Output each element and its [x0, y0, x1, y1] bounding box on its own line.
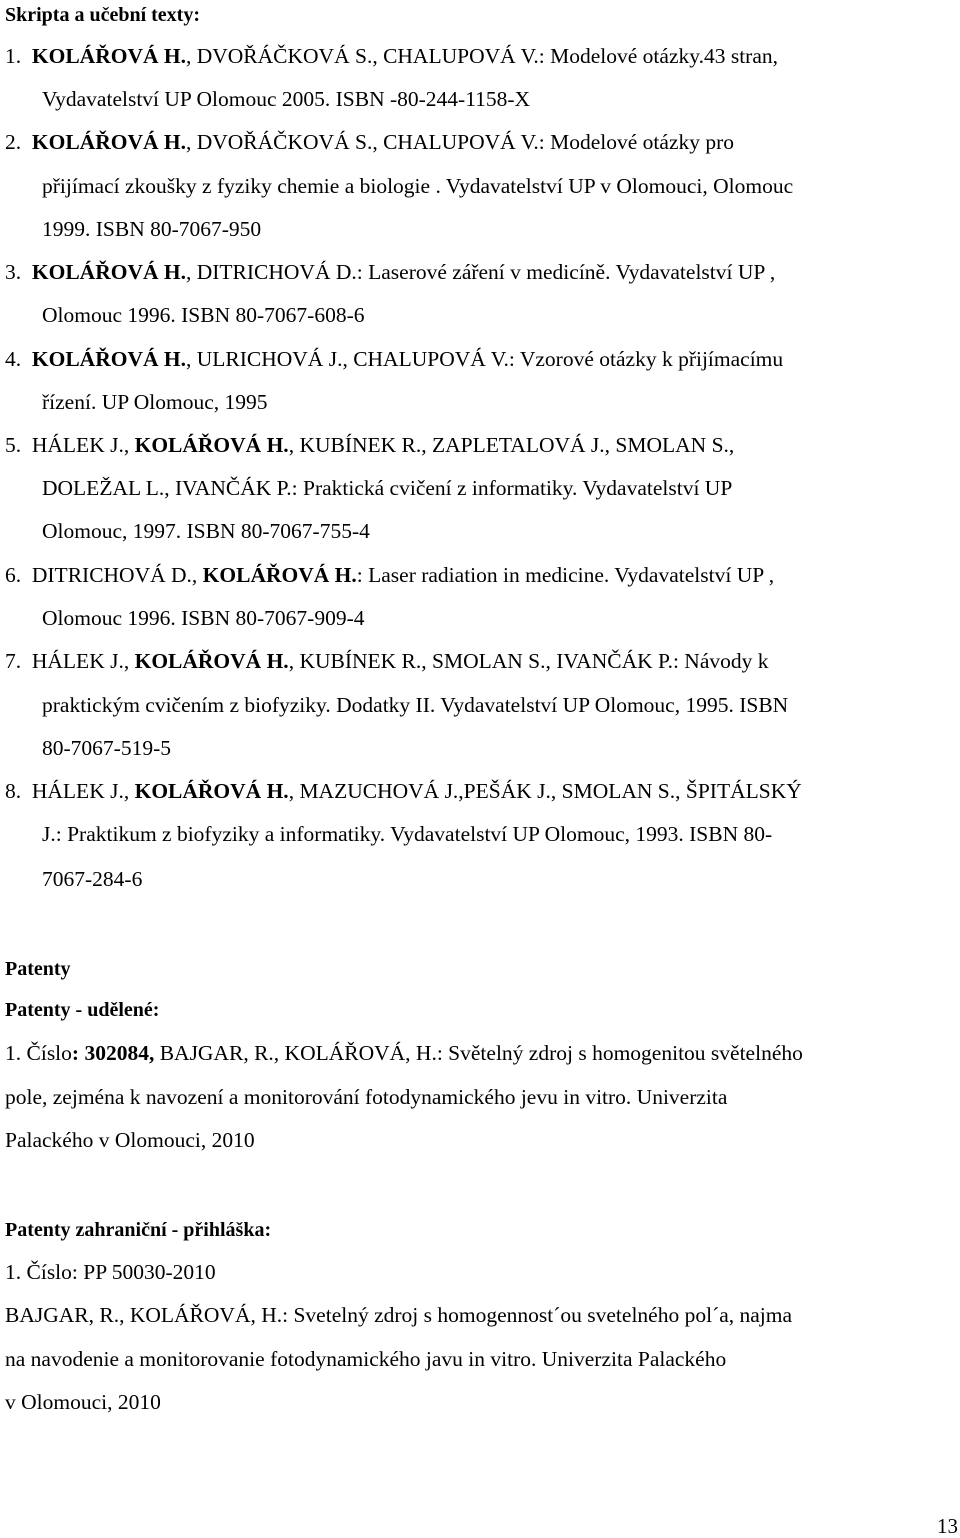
item-text: : Laser radiation in medicine. Vydavatelství UP , — [356, 563, 775, 587]
patent-foreign-line: v Olomouci, 2010 — [5, 1390, 161, 1414]
item-number: 2. — [5, 130, 22, 154]
item-number: 4. — [5, 347, 22, 371]
author-bold: KOLÁŘOVÁ H. — [31, 130, 186, 154]
author-bold: KOLÁŘOVÁ H. — [134, 649, 289, 673]
item-text: , DVOŘÁČKOVÁ S., CHALUPOVÁ V.: Modelové otázky.43 stran, — [185, 44, 779, 68]
list-item-cont: Olomouc, 1997. ISBN 80-7067-755-4 — [42, 519, 370, 543]
author-bold: KOLÁŘOVÁ H. — [31, 347, 186, 371]
subheading-foreign: Patenty zahraniční - přihláška: — [5, 1219, 272, 1241]
author-bold: KOLÁŘOVÁ H. — [134, 433, 289, 457]
author-bold: KOLÁŘOVÁ H. — [31, 260, 186, 284]
patent-granted-line: Palackého v Olomouci, 2010 — [5, 1128, 255, 1152]
list-item-cont: Olomouc 1996. ISBN 80-7067-608-6 — [42, 303, 365, 327]
author-bold: KOLÁŘOVÁ H. — [31, 44, 186, 68]
page-number: 13 — [937, 1514, 958, 1538]
patent-foreign-line: BAJGAR, R., KOLÁŘOVÁ, H.: Svetelný zdroj s homogennost´ou svetelného pol´a, najma — [5, 1303, 793, 1327]
item-number: 3. — [5, 260, 22, 284]
item-number: 7. — [5, 649, 22, 673]
list-item-cont: DOLEŽAL L., IVANČÁK P.: Praktická cvičení z informatiky. Vydavatelství UP — [42, 476, 733, 500]
patent-number: : 302084, — [71, 1041, 155, 1065]
patent-foreign-line: na navodenie a monitorovanie fotodynamického javu in vitro. Univerzita Palackého — [5, 1347, 727, 1371]
item-text: , DVOŘÁČKOVÁ S., CHALUPOVÁ V.: Modelové otázky pro — [185, 130, 735, 154]
patent-number-label: 1. Číslo — [5, 1041, 72, 1065]
list-item — [5, 562, 774, 588]
list-item-cont: praktickým cvičením z biofyziky. Dodatky II. Vydavatelství UP Olomouc, 1995. ISBN — [42, 693, 789, 717]
item-number: 6. — [5, 563, 22, 587]
item-number: 5. — [5, 433, 22, 457]
patent-granted-line: pole, zejména k navození a monitorování fotodynamického jevu in vitro. Univerzita — [5, 1085, 728, 1109]
list-item-cont: Vydavatelství UP Olomouc 2005. ISBN -80-244-1158-X — [42, 87, 531, 111]
item-text: , KUBÍNEK R., ZAPLETALOVÁ J., SMOLAN S., — [288, 433, 735, 457]
list-item-cont: 1999. ISBN 80-7067-950 — [42, 217, 262, 241]
item-text: , KUBÍNEK R., SMOLAN S., IVANČÁK P.: Návody k — [288, 649, 769, 673]
author-bold: KOLÁŘOVÁ H. — [134, 779, 289, 803]
item-number: 8. — [5, 779, 22, 803]
list-item — [5, 346, 783, 372]
list-item-cont: řízení. UP Olomouc, 1995 — [42, 390, 268, 414]
patent-foreign-line: 1. Číslo: PP 50030-2010 — [5, 1260, 216, 1284]
item-text: , ULRICHOVÁ J., CHALUPOVÁ V.: Vzorové otázky k přijímacímu — [185, 347, 784, 371]
item-text: HÁLEK J., — [31, 779, 135, 803]
list-item-cont: J.: Praktikum z biofyziky a informatiky. Vydavatelství UP Olomouc, 1993. ISBN 80- — [42, 822, 773, 846]
list-item — [5, 43, 953, 69]
subheading-granted: Patenty - udělené: — [5, 999, 160, 1021]
item-text: HÁLEK J., — [31, 649, 135, 673]
list-item-cont: Olomouc 1996. ISBN 80-7067-909-4 — [42, 606, 365, 630]
list-item-cont: přijímací zkoušky z fyziky chemie a biologie . Vydavatelství UP v Olomouci, Olomouc — [42, 174, 794, 198]
list-item — [5, 129, 953, 155]
item-text: HÁLEK J., — [31, 433, 135, 457]
list-item — [5, 259, 775, 285]
section-heading-patents: Patenty — [5, 958, 71, 980]
section-heading-scripts: Skripta a učební texty: — [5, 4, 200, 26]
item-text: , DITRICHOVÁ D.: Laserové záření v medicíně. Vydavatelství UP , — [185, 260, 776, 284]
author-bold: KOLÁŘOVÁ H. — [202, 563, 357, 587]
list-item — [5, 648, 769, 674]
patent-text: BAJGAR, R., KOLÁŘOVÁ, H.: Světelný zdroj s homogenitou světelného — [154, 1041, 803, 1065]
item-text: DITRICHOVÁ D., — [31, 563, 203, 587]
patent-granted-line — [5, 1040, 803, 1066]
list-item-cont: 80-7067-519-5 — [42, 736, 171, 760]
list-item — [5, 778, 802, 804]
item-number: 1. — [5, 44, 22, 68]
item-text: , MAZUCHOVÁ J.,PEŠÁK J., SMOLAN S., ŠPITÁLSKÝ — [288, 779, 802, 803]
list-item — [5, 432, 734, 458]
list-item-cont: 7067-284-6 — [42, 867, 143, 891]
